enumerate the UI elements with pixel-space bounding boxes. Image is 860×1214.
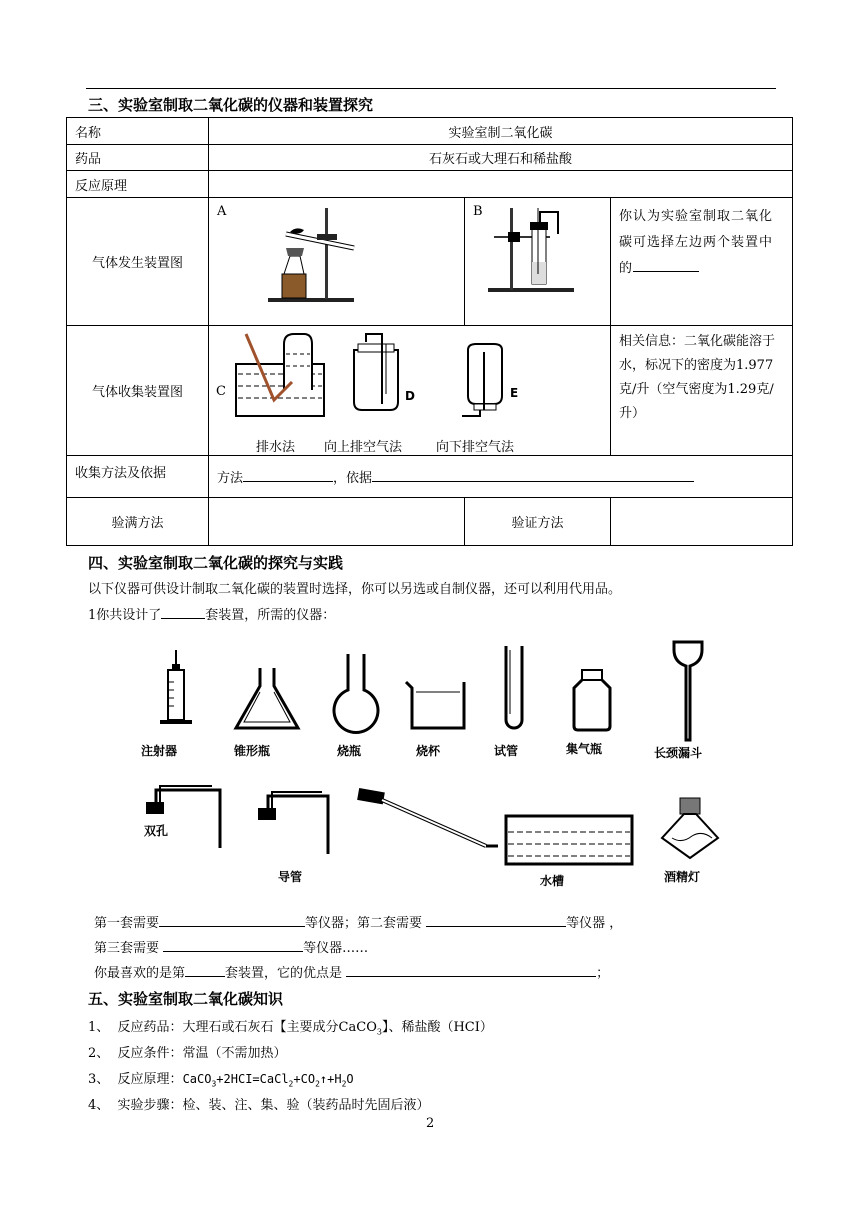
fav-advantage-blank[interactable] bbox=[346, 962, 596, 977]
principle-value-blank[interactable] bbox=[209, 171, 793, 198]
section5-title: 五、实验室制取二氧化碳知识 bbox=[88, 990, 284, 1008]
apparatus-a-illustration bbox=[262, 204, 362, 304]
col-d-label: D bbox=[405, 389, 415, 403]
basis-text: ，依据 bbox=[333, 471, 373, 486]
fav-text-c: ； bbox=[596, 966, 610, 981]
name-label: 名称 bbox=[67, 118, 209, 145]
fav-text-a: 你最喜欢的是第 bbox=[94, 966, 186, 981]
row-method bbox=[67, 456, 793, 498]
instrument-label-flask: 烧瓶 bbox=[337, 744, 362, 758]
instrument-label-testtube: 试管 bbox=[494, 744, 519, 758]
instrument-label-twohole: 双孔 bbox=[144, 824, 169, 838]
set3-text-a: 第三套需要 bbox=[94, 941, 160, 956]
row-principle bbox=[67, 171, 793, 198]
col-cap-2: 向上排空气法 bbox=[324, 440, 403, 455]
gen-answer-blank[interactable] bbox=[633, 257, 699, 272]
reaction-equation bbox=[182, 1072, 354, 1089]
full-label: 验满方法 bbox=[67, 498, 209, 546]
eq-part-4: ↑+H bbox=[319, 1072, 342, 1086]
instrument-label-conical: 锥形瓶 bbox=[234, 744, 271, 758]
favorite-line bbox=[94, 962, 609, 981]
water-trough-icon bbox=[504, 814, 634, 868]
row-drug bbox=[67, 145, 793, 171]
instrument-label-lamp: 酒精灯 bbox=[664, 870, 701, 884]
s5-item-4 bbox=[88, 1094, 430, 1113]
page-number: 2 bbox=[426, 1116, 435, 1131]
method-text: 方法 bbox=[217, 471, 244, 486]
set1-text-a: 第一套需要 bbox=[94, 916, 160, 931]
col-cap-3: 向下排空气法 bbox=[436, 440, 515, 455]
col-cap-1: 排水法 bbox=[256, 440, 296, 455]
two-hole-stopper-tube-icon bbox=[140, 782, 230, 852]
section4-q1 bbox=[88, 604, 335, 623]
set1-text-c: 等仪器 ， bbox=[566, 916, 623, 931]
verify-value-blank[interactable] bbox=[611, 498, 793, 546]
instrument-label-tube: 导管 bbox=[278, 870, 303, 884]
collector-illustration bbox=[230, 330, 530, 430]
full-value-blank[interactable] bbox=[209, 498, 465, 546]
eq-part-2: +2HCI=CaCl bbox=[216, 1072, 289, 1086]
s5-item-3-label: 反应原理： bbox=[117, 1072, 183, 1087]
instrument-label-syringe: 注射器 bbox=[141, 744, 178, 758]
section3-title: 三、实验室制取二氧化碳的仪器和装置探究 bbox=[88, 96, 374, 114]
eq-part-1: CaCO bbox=[182, 1072, 212, 1086]
eq-part-5: O bbox=[346, 1072, 354, 1086]
basis-blank[interactable] bbox=[372, 467, 694, 482]
set3-blank[interactable] bbox=[163, 937, 303, 952]
principle-label: 反应原理 bbox=[67, 171, 209, 198]
q1-text-a: 1你共设计了 bbox=[88, 608, 162, 623]
eq-sub-3: 2 bbox=[315, 1079, 320, 1089]
eq-sub-2: 2 bbox=[288, 1079, 294, 1089]
s5-item-1-sub: 3 bbox=[376, 1027, 382, 1037]
q1-count-blank[interactable] bbox=[161, 604, 205, 619]
erlenmeyer-flask-icon bbox=[232, 664, 302, 734]
set1-blank[interactable] bbox=[159, 912, 305, 927]
apparatus-b-illustration bbox=[484, 204, 584, 296]
gen-note: 你认为实验室制取二氧化碳可选择左边两个装置中的 bbox=[619, 209, 774, 276]
name-value: 实验室制二氧化碳 bbox=[209, 118, 793, 145]
alcohol-lamp-icon bbox=[654, 794, 724, 860]
instrument-label-beaker: 烧杯 bbox=[416, 744, 441, 758]
generator-label: 气体发生装置图 bbox=[67, 198, 209, 326]
eq-sub-1: 3 bbox=[211, 1079, 217, 1089]
s5-item-2-text: 反应条件：常温（不需加热） bbox=[117, 1046, 287, 1061]
instrument-label-funnel: 长颈漏斗 bbox=[654, 746, 703, 760]
drug-label: 药品 bbox=[67, 145, 209, 171]
s5-item-1-tail: 】、稀盐酸（HCI） bbox=[381, 1020, 493, 1035]
row-generator bbox=[67, 198, 793, 326]
eq-part-3: +CO bbox=[293, 1072, 316, 1086]
long-funnel-icon bbox=[668, 640, 708, 742]
s5-item-2 bbox=[88, 1042, 287, 1061]
set2-blank[interactable] bbox=[426, 912, 566, 927]
set3-text-b: 等仪器…… bbox=[303, 941, 369, 956]
section4-title: 四、实验室制取二氧化碳的探究与实践 bbox=[88, 554, 344, 572]
method-label: 收集方法及依据 bbox=[67, 456, 209, 498]
gen-a-label: A bbox=[217, 204, 227, 219]
row-check bbox=[67, 498, 793, 546]
gen-b-label: B bbox=[473, 204, 483, 219]
collector-label: 气体收集装置图 bbox=[67, 326, 209, 456]
section4-intro: 以下仪器可供设计制取二氧化碳的装置时选择，你可以另选或自制仪器，还可以利用代用品。 bbox=[88, 582, 622, 597]
instrument-label-gasjar: 集气瓶 bbox=[566, 742, 603, 756]
delivery-tube-icon bbox=[254, 788, 344, 858]
drug-value: 石灰石或大理石和稀盐酸 bbox=[209, 145, 793, 171]
verify-label: 验证方法 bbox=[465, 498, 611, 546]
s5-item-1-num: 1、 bbox=[88, 1020, 110, 1035]
gas-jar-icon bbox=[568, 668, 618, 734]
test-tube-icon bbox=[500, 644, 530, 736]
s5-item-1 bbox=[88, 1016, 493, 1037]
set1-line bbox=[94, 912, 622, 931]
fav-number-blank[interactable] bbox=[185, 962, 225, 977]
s5-item-3-num: 3、 bbox=[88, 1072, 110, 1087]
method-blank[interactable] bbox=[243, 467, 333, 482]
header-rule bbox=[86, 88, 776, 89]
method-cell bbox=[209, 456, 793, 498]
s5-item-3 bbox=[88, 1068, 354, 1088]
fav-text-b: 套装置，它的优点是 bbox=[225, 966, 343, 981]
col-e-label: E bbox=[510, 386, 519, 400]
syringe-icon bbox=[150, 650, 190, 730]
rubber-tube-icon bbox=[354, 786, 504, 856]
set3-line bbox=[94, 937, 368, 956]
s5-item-2-num: 2、 bbox=[88, 1046, 110, 1061]
eq-sub-4: 2 bbox=[341, 1079, 347, 1089]
row-name bbox=[67, 118, 793, 145]
s5-item-4-text: 实验步骤：检、装、注、集、验（装药品时先固后液） bbox=[117, 1098, 430, 1113]
s5-item-4-num: 4、 bbox=[88, 1098, 110, 1113]
q1-text-b: 套装置，所需的仪器： bbox=[205, 608, 336, 623]
beaker-icon bbox=[402, 678, 472, 734]
s5-item-1-text: 反应药品：大理石或石灰石【主要成分CaCO bbox=[117, 1020, 377, 1035]
gen-note-cell bbox=[611, 198, 793, 326]
col-c-label: C bbox=[216, 384, 226, 399]
instrument-label-trough: 水槽 bbox=[540, 874, 565, 888]
round-flask-icon bbox=[326, 652, 386, 732]
set1-text-b: 等仪器；第二套需要 bbox=[305, 916, 423, 931]
col-note: 相关信息：二氧化碳能溶于水，标况下的密度为1.977克/升（空气密度为1.29克/升） bbox=[611, 326, 793, 456]
